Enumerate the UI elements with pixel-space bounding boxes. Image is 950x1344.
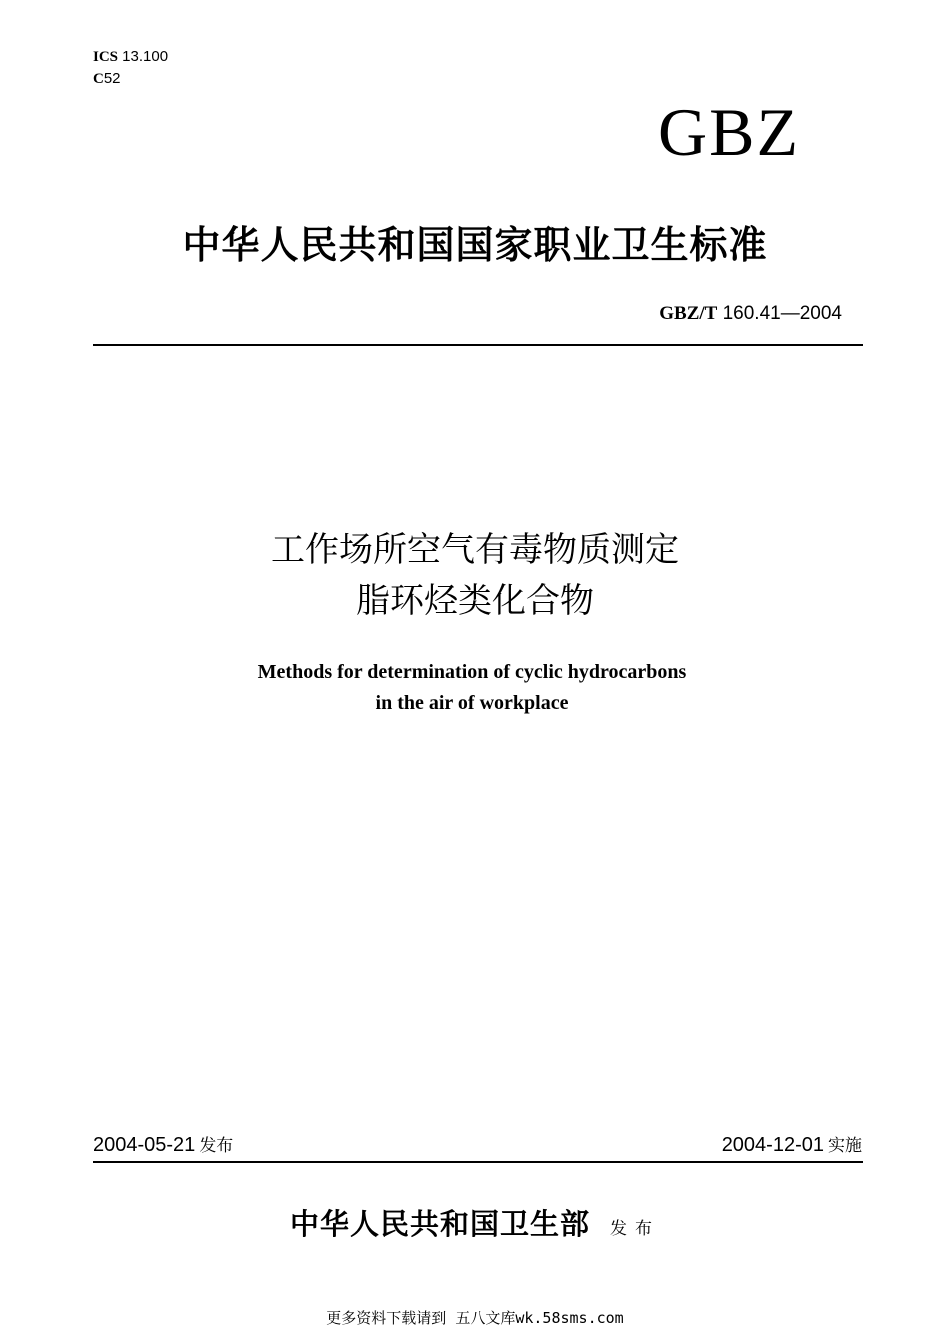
ccs-number: 52: [103, 70, 121, 87]
issuer-name: 中华人民共和国卫生部: [289, 1207, 590, 1241]
ics-code: [93, 46, 168, 68]
document-title-cn-line2: 脂环烃类化合物: [356, 581, 594, 621]
implementation-date-label: 实施: [828, 1136, 862, 1156]
footer-divider: [93, 1161, 863, 1163]
classification-codes: [93, 46, 168, 90]
ics-number: 13.100: [118, 48, 169, 65]
implementation-date-value: 2004-12-01: [721, 1134, 824, 1156]
gbz-logo: GBZ: [658, 94, 800, 170]
download-source-note: 更多资料下载请到 五八文库wk.58sms.com: [326, 1309, 624, 1327]
ccs-code: [93, 68, 168, 90]
standard-number-prefix: GBZ/T: [659, 303, 718, 324]
issue-date-value: 2004-05-21: [93, 1134, 196, 1156]
document-title-en-line2: in the air of workplace: [375, 692, 569, 714]
issue-date: [93, 1130, 233, 1161]
document-title-en-line1: Methods for determination of cyclic hydrocarbons: [257, 661, 687, 683]
issue-date-label: 发布: [199, 1136, 234, 1156]
ccs-prefix: C: [93, 71, 104, 87]
issuer: [0, 1203, 950, 1250]
ics-prefix: ICS: [93, 49, 119, 65]
header-divider: [93, 344, 863, 346]
standard-number: [659, 300, 842, 328]
issuer-label: 发布: [610, 1219, 660, 1239]
document-title-cn-line1: 工作场所空气有毒物质测定: [271, 530, 679, 570]
standard-number-value: 160.41—2004: [717, 303, 842, 324]
implementation-date: [722, 1130, 862, 1161]
national-standard-title: 中华人民共和国国家职业卫生标准: [182, 222, 768, 267]
